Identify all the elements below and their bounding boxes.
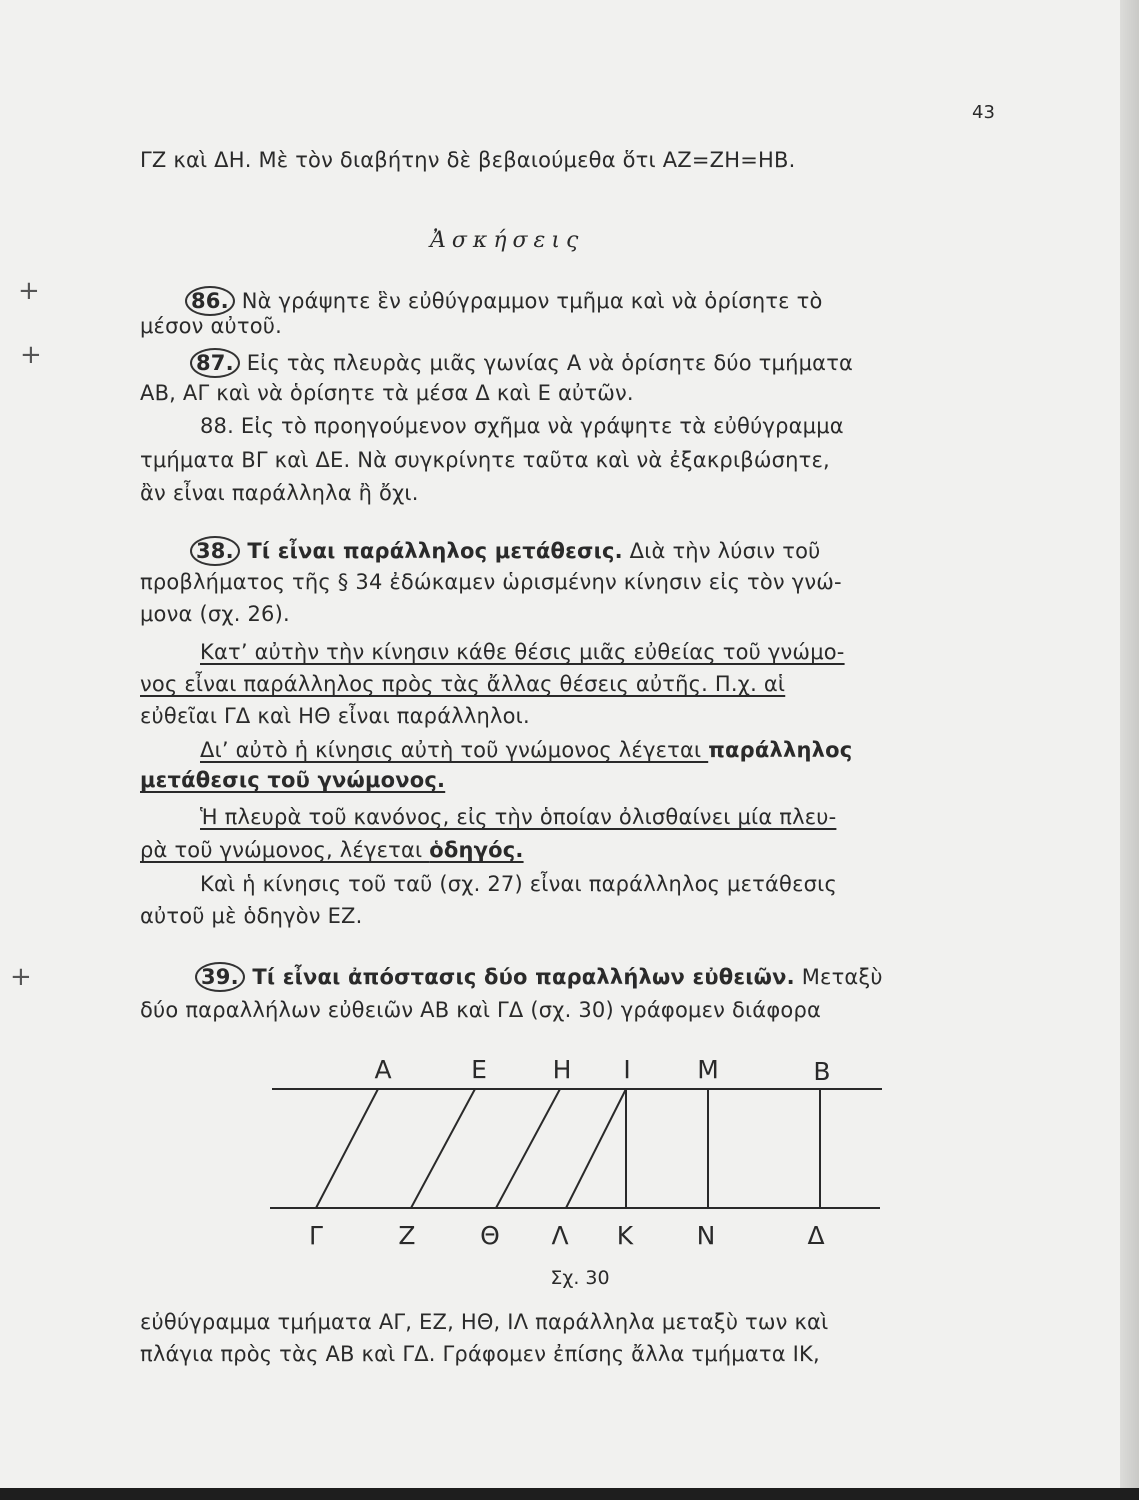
segment-AG [316, 1089, 378, 1208]
exercise-88-number: 88. [200, 414, 234, 438]
exercise-88-line2: τμήματα ΒΓ καὶ ΔΕ. Νὰ συγκρίνητε ταῦτα καὶ νὰ ἐξακριβώσητε, [140, 448, 830, 472]
label-K: Κ [616, 1221, 634, 1250]
label-L: Λ [551, 1221, 569, 1250]
intro-line: ΓΖ καὶ ΔΗ. Μὲ τὸν διαβήτην δὲ βεβαιούμεθα ὅτι ΑΖ=ΖΗ=ΗΒ. [140, 148, 796, 172]
exercise-87-line1: 87. Εἰς τὰς πλευρὰς μιᾶς γωνίας Α νὰ ὁρίσητε δύο τμήματα [190, 348, 853, 378]
section-38-p4-line2: ρὰ τοῦ γνώμονος, λέγεται ὁδηγός. [140, 838, 524, 862]
section-39-number: 39. [195, 962, 245, 992]
label-I: Ι [623, 1055, 631, 1084]
section-38-p2-line3: εὐθεῖαι ΓΔ καὶ ΗΘ εἶναι παράλληλοι. [140, 704, 530, 728]
section-38-p3-line1: Δι’ αὐτὸ ἡ κίνησις αὐτὴ τοῦ γνώμονος λέγεται παράλληλος [200, 738, 853, 762]
section-38-p5-line2: αὐτοῦ μὲ ὁδηγὸν ΕΖ. [140, 904, 363, 928]
exercise-86-line1: 86. Νὰ γράψητε ἓν εὐθύγραμμον τμῆμα καὶ νὰ ὁρίσητε τὸ [185, 286, 823, 316]
section-39-title-line: 39. Τί εἶναι ἀπόστασις δύο παραλλήλων εὐθειῶν. Μεταξὺ [195, 962, 883, 992]
label-D: Δ [807, 1221, 825, 1250]
exercise-86-line2: μέσον αὐτοῦ. [140, 314, 282, 338]
section-38-p5-line1: Καὶ ἡ κίνησις τοῦ ταῦ (σχ. 27) εἶναι παράλληλος μετάθεσις [200, 872, 837, 896]
exercise-88-line3: ἂν εἶναι παράλληλα ἢ ὄχι. [140, 481, 419, 505]
label-E: Ε [471, 1055, 487, 1084]
segment-IL [566, 1089, 626, 1208]
section-38-line3: μονα (σχ. 26). [140, 602, 290, 626]
label-Z: Ζ [398, 1221, 416, 1250]
section-38-p2-line2: νος εἶναι παράλληλος πρὸς τὰς ἄλλας θέσεις αὐτῆς. Π.χ. αἱ [140, 672, 786, 696]
exercise-87-line2: ΑΒ, ΑΓ καὶ νὰ ὁρίσητε τὰ μέσα Δ καὶ Ε αὐτῶν. [140, 381, 634, 405]
exercise-87-number: 87. [190, 348, 240, 378]
exercise-88-line1: 88. Εἰς τὸ προηγούμενον σχῆμα νὰ γράψητε τὰ εὐθύγραμμα [200, 414, 844, 438]
exercise-86-number: 86. [185, 286, 235, 316]
margin-plus-mark: + [10, 962, 32, 992]
figure-caption: Σχ. 30 [550, 1267, 610, 1289]
label-G: Γ [309, 1221, 323, 1250]
page-edge-shadow [1120, 0, 1139, 1500]
page-number: 43 [972, 102, 995, 123]
section-38-p3-line2: μετάθεσις τοῦ γνώμονος. [140, 768, 446, 792]
term-guide: ὁδηγός. [429, 838, 524, 862]
label-H: Η [552, 1055, 572, 1084]
segment-HTh [496, 1089, 560, 1208]
exercises-heading: Ἀσκήσεις [430, 228, 585, 253]
section-38-title-line: 38. Τί εἶναι παράλληλος μετάθεσις. Διὰ τὴν λύσιν τοῦ [190, 536, 820, 566]
label-M: Μ [697, 1055, 719, 1084]
section-39-line2: δύο παραλλήλων εὐθειῶν ΑΒ καὶ ΓΔ (σχ. 30) γράφομεν διάφορα [140, 998, 822, 1022]
margin-plus-mark: + [18, 276, 40, 306]
label-N: Ν [696, 1221, 716, 1250]
label-Th: Θ [480, 1221, 500, 1250]
section-39-title: Τί εἶναι ἀπόστασις δύο παραλλήλων εὐθειῶν. [244, 965, 795, 989]
segment-EZ [411, 1089, 475, 1208]
scan-bottom-edge [0, 1488, 1139, 1500]
section-38-line2: προβλήματος τῆς § 34 ἐδώκαμεν ὡρισμένην κίνησιν εἰς τὸν γνώ- [140, 570, 842, 594]
label-A: Α [374, 1055, 392, 1084]
term-parallel: παράλληλος [708, 738, 853, 762]
closing-line2: πλάγια πρὸς τὰς ΑΒ καὶ ΓΔ. Γράφομεν ἐπίσης ἄλλα τμήματα ΙΚ, [140, 1342, 820, 1366]
section-38-p2-line1: Κατ’ αὐτὴν τὴν κίνησιν κάθε θέσις μιᾶς εὐθείας τοῦ γνώμο- [200, 640, 845, 664]
label-B: Β [813, 1057, 831, 1086]
section-38-p4-line1: Ἡ πλευρὰ τοῦ κανόνος, εἰς τὴν ὁποίαν ὀλισθαίνει μία πλευ- [200, 805, 837, 829]
section-38-title: Τί εἶναι παράλληλος μετάθεσις. [239, 539, 623, 563]
margin-plus-mark: + [20, 340, 42, 370]
section-38-number: 38. [190, 536, 240, 566]
closing-line1: εὐθύγραμμα τμήματα ΑΓ, ΕΖ, ΗΘ, ΙΛ παράλληλα μεταξὺ των καὶ [140, 1310, 829, 1334]
